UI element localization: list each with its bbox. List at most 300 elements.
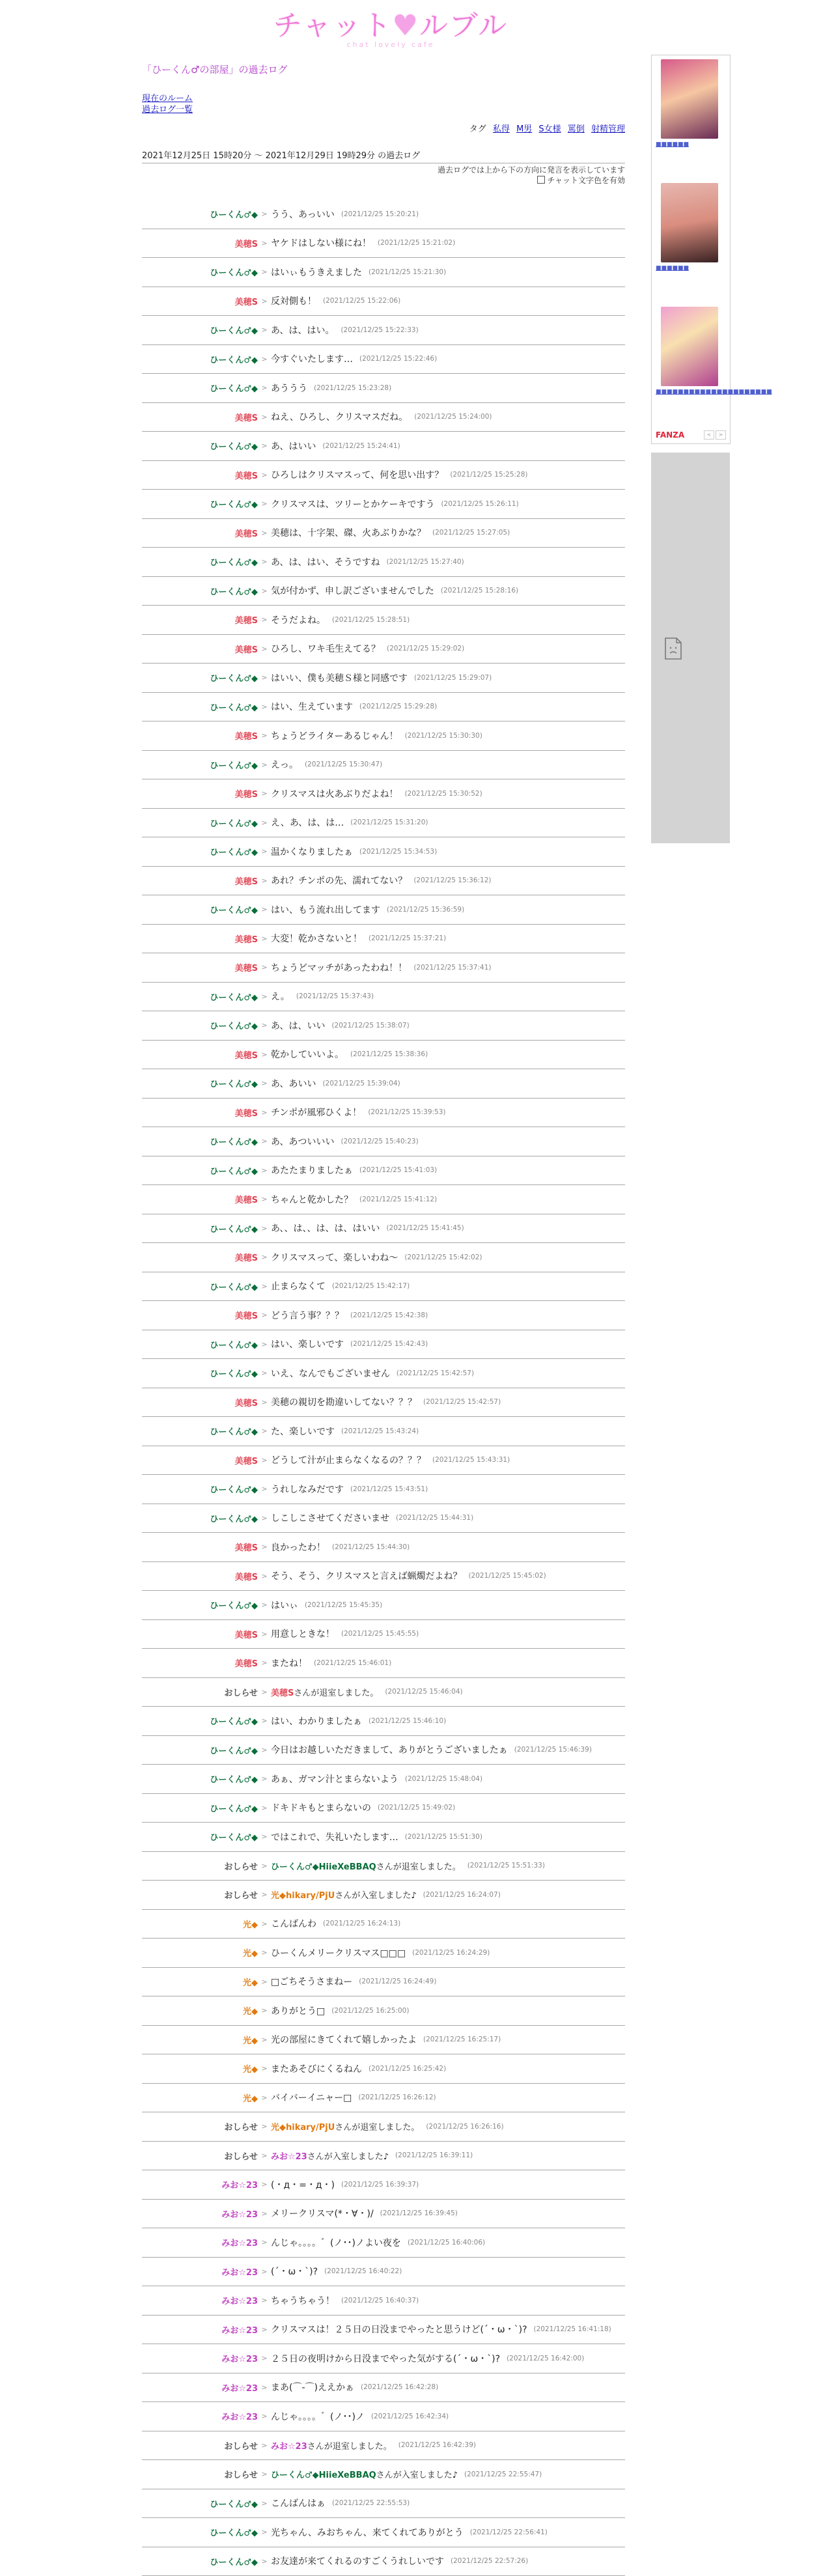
timestamp: (2021/12/25 15:21:02) — [378, 239, 455, 247]
message-body — [271, 2062, 362, 2075]
message-body — [271, 1019, 325, 1032]
chat-message-row — [142, 316, 625, 345]
timestamp: (2021/12/25 22:57:26) — [451, 2557, 528, 2565]
speaker-name: ひーくん♂◆ — [142, 1164, 258, 1177]
message-text: 良かったわ！ — [271, 1543, 326, 1553]
message-text: ひーくんメリークリスマス□□□ — [271, 1948, 406, 1959]
separator: > — [258, 673, 271, 682]
message-text: ありがとう□ — [271, 2006, 325, 2017]
timestamp: (2021/12/25 16:26:16) — [426, 2123, 503, 2131]
separator: > — [258, 268, 271, 276]
chat-message-row — [142, 1127, 625, 1156]
message-body — [271, 932, 362, 945]
speaker-name: ひーくん♂◆ — [142, 1744, 258, 1756]
message-text: はいぃもうきえました — [271, 268, 362, 278]
message-text: お友達が来てくれるのすごくうれしいです — [271, 2556, 444, 2567]
speaker-name: ひーくん♂◆ — [142, 1019, 258, 1031]
chat-message-row — [142, 1649, 625, 1678]
chat-message-row — [142, 2228, 625, 2258]
notice-user: 美穂S — [271, 1688, 294, 1698]
speaker-name: ひーくん♂◆ — [142, 1715, 258, 1727]
chat-message-row — [142, 751, 625, 780]
speaker-name: ひーくん♂◆ — [142, 759, 258, 771]
timestamp: (2021/12/25 16:24:49) — [359, 1978, 436, 1985]
message-body — [271, 1309, 344, 1322]
chat-message-row — [142, 1996, 625, 2026]
message-body — [271, 903, 380, 916]
speaker-name: ひーくん♂◆ — [142, 1425, 258, 1437]
speaker-name: ひーくん♂◆ — [142, 555, 258, 568]
chat-message-row — [142, 2402, 625, 2431]
speaker-name: 美穂S — [142, 1454, 258, 1466]
main-content — [142, 63, 625, 2576]
separator: > — [258, 1630, 271, 1638]
speaker-name: 美穂S — [142, 1657, 258, 1669]
tag-link[interactable]: 射精管理 — [591, 124, 625, 134]
separator: > — [258, 239, 271, 247]
speaker-name: ひーくん♂◆ — [142, 382, 258, 394]
message-body — [271, 787, 398, 800]
notice-user: 光◆hikary/PjU — [271, 2123, 335, 2133]
ad-sidebar — [651, 55, 731, 444]
message-text: □ごちそうさまねー — [271, 1977, 352, 1987]
separator: > — [258, 1804, 271, 1812]
speaker-name: ひーくん♂◆ — [142, 324, 258, 336]
notice-text: さんが入室しました♪ — [307, 2152, 389, 2162]
timestamp: (2021/12/25 15:42:38) — [350, 1311, 428, 1319]
message-body — [271, 440, 316, 453]
chat-message-row — [142, 519, 625, 548]
speaker-name: 美穂S — [142, 1541, 258, 1553]
notice-text: さんが入室しました♪ — [376, 2471, 458, 2480]
message-body — [271, 1453, 426, 1466]
separator: > — [258, 905, 271, 914]
speaker-name: ひーくん♂◆ — [142, 353, 258, 365]
separator: > — [258, 441, 271, 450]
timestamp: (2021/12/25 15:44:31) — [396, 1514, 473, 1522]
speaker-name: 美穂S — [142, 1193, 258, 1205]
message-body — [271, 2236, 401, 2249]
timestamp: (2021/12/25 15:37:21) — [369, 934, 446, 942]
message-body — [271, 1888, 417, 1901]
system-notice-row — [142, 2142, 625, 2171]
timestamp: (2021/12/25 15:43:24) — [341, 1427, 419, 1435]
timestamp: (2021/12/25 16:25:42) — [369, 2065, 446, 2073]
message-body — [271, 1917, 316, 1930]
message-text: どう言う事？？？ — [271, 1311, 344, 1321]
separator: > — [258, 413, 271, 421]
message-body — [271, 2294, 335, 2307]
system-notice-row — [142, 1852, 625, 1881]
message-text: はい、もう流れ出してます — [271, 905, 380, 916]
message-body — [271, 1280, 326, 1293]
message-body — [271, 2410, 365, 2423]
timestamp: (2021/12/25 15:27:40) — [386, 558, 464, 566]
checkbox[interactable] — [537, 176, 545, 184]
message-body — [271, 1193, 353, 1206]
speaker-name: 美穂S — [142, 613, 258, 626]
speaker-name: おしらせ — [142, 2149, 258, 2162]
notice-text: さんが退室しました。 — [376, 1862, 461, 1872]
message-text: クリスマスって、楽しいわね〜 — [271, 1253, 398, 1263]
message-text: え、あ、は、は… — [271, 818, 344, 828]
speaker-name: 光◆ — [142, 1976, 258, 1988]
separator: > — [258, 645, 271, 653]
timestamp: (2021/12/25 15:42:17) — [332, 1282, 410, 1290]
timestamp: (2021/12/25 16:39:45) — [380, 2209, 458, 2217]
message-text: 美穂の親切を勘違いしてない？？？ — [271, 1397, 417, 1408]
message-body — [271, 1860, 461, 1872]
chat-message-row — [142, 1475, 625, 1504]
timestamp: (2021/12/25 15:30:52) — [404, 790, 482, 798]
chat-message-row — [142, 374, 625, 403]
logo-subtitle: chat lovely cafe — [260, 40, 521, 49]
timestamp: (2021/12/25 15:22:46) — [359, 355, 437, 363]
message-text: こんばんはぁ — [271, 2499, 326, 2509]
ad-caption[interactable]: ■■■■■■■■■■■■■■■■■■■■■ — [656, 389, 726, 395]
message-body — [271, 990, 290, 1003]
ad-caption[interactable]: ■■■■■■ — [656, 265, 689, 272]
message-text: ちゃんと乾かした？ — [271, 1195, 353, 1205]
timestamp: (2021/12/25 15:42:57) — [423, 1398, 501, 1406]
timestamp: (2021/12/25 15:25:28) — [450, 471, 527, 479]
message-body — [271, 2439, 392, 2452]
timestamp: (2021/12/25 15:38:07) — [331, 1022, 409, 1029]
timestamp: (2021/12/25 16:42:39) — [398, 2441, 476, 2449]
message-body — [271, 555, 380, 568]
chat-message-row — [142, 1330, 625, 1360]
separator: > — [258, 1398, 271, 1407]
site-logo[interactable] — [260, 9, 521, 55]
message-body — [271, 1483, 344, 1496]
message-body — [271, 1743, 508, 1756]
speaker-name: おしらせ — [142, 2120, 258, 2133]
chat-message-row — [142, 1359, 625, 1388]
ad-thumbnail[interactable] — [661, 307, 718, 386]
timestamp: (2021/12/25 15:28:51) — [332, 616, 410, 624]
message-text: 大変！乾かさないと！ — [271, 934, 362, 944]
chat-message-row — [142, 635, 625, 664]
chat-message-row — [142, 1301, 625, 1330]
chat-message-row — [142, 345, 625, 374]
tag-link[interactable]: 罵倒 — [568, 124, 585, 134]
message-text: いえ、なんでもございません — [271, 1369, 390, 1379]
message-body — [271, 2091, 352, 2104]
message-text: クリスマスは！２５日の日没までやったと思うけど(´・ω・`)? — [271, 2325, 527, 2335]
timestamp: (2021/12/25 16:39:37) — [341, 2181, 419, 2189]
separator: > — [258, 1832, 271, 1841]
message-body — [271, 1946, 406, 1959]
speaker-name: みお☆23 — [142, 2178, 258, 2191]
timestamp: (2021/12/25 15:29:28) — [359, 703, 437, 710]
speaker-name: みお☆23 — [142, 2265, 258, 2278]
notice-user: ひーくん♂◆HiieXeBBAQ — [271, 2471, 376, 2480]
separator: > — [258, 1369, 271, 1377]
speaker-name: 美穂S — [142, 932, 258, 945]
chat-message-row — [142, 1591, 625, 1620]
speaker-name: 美穂S — [142, 1309, 258, 1321]
timestamp: (2021/12/25 16:25:17) — [423, 2036, 501, 2043]
message-body — [271, 1106, 361, 1119]
speaker-name: 美穂S — [142, 527, 258, 539]
ad-thumbnail[interactable] — [661, 183, 718, 262]
message-text: またね！ — [271, 1659, 307, 1669]
message-body — [271, 1367, 390, 1380]
speaker-name: ひーくん♂◆ — [142, 1222, 258, 1235]
message-body — [271, 1337, 344, 1351]
speaker-name: みお☆23 — [142, 2410, 258, 2422]
separator: > — [258, 587, 271, 595]
separator: > — [258, 1311, 271, 1319]
message-text: あ、、は、、は、は、はいい — [271, 1224, 380, 1234]
message-body — [271, 1395, 417, 1408]
message-text: ちょうどライターあるじゃん！ — [271, 731, 398, 742]
message-body — [271, 410, 408, 423]
separator: > — [258, 1716, 271, 1725]
chat-message-row — [142, 1620, 625, 1649]
separator: > — [258, 297, 271, 305]
ad-thumbnail[interactable] — [661, 59, 718, 139]
separator: > — [258, 2499, 271, 2508]
message-body — [271, 266, 362, 279]
message-text: まあ(⌒-⌒)ええかぁ — [271, 2383, 354, 2393]
chat-message-row — [142, 1388, 625, 1418]
chat-message-row — [142, 548, 625, 577]
system-notice-row — [142, 2460, 625, 2489]
chat-message-row — [142, 490, 625, 519]
separator: > — [258, 1427, 271, 1435]
speaker-name: ひーくん♂◆ — [142, 701, 258, 713]
separator: > — [258, 210, 271, 218]
separator: > — [258, 876, 271, 885]
timestamp: (2021/12/25 15:26:11) — [441, 500, 518, 508]
speaker-name: 美穂S — [142, 787, 258, 800]
system-notice-row — [142, 2431, 625, 2461]
separator: > — [258, 1050, 271, 1059]
tag-link[interactable]: M男 — [516, 124, 532, 134]
separator: > — [258, 1948, 271, 1957]
message-body — [271, 2323, 527, 2336]
timestamp: (2021/12/25 15:36:59) — [387, 906, 464, 914]
timestamp: (2021/12/25 15:43:31) — [432, 1456, 510, 1464]
chat-message-row — [142, 1707, 625, 1736]
timestamp: (2021/12/25 15:40:23) — [341, 1138, 418, 1145]
chat-message-row — [142, 1794, 625, 1823]
timestamp: (2021/12/25 15:42:57) — [397, 1369, 474, 1377]
separator: > — [258, 529, 271, 537]
message-text: チンポが風邪ひくよ！ — [271, 1108, 361, 1118]
timestamp: (2021/12/25 16:41:18) — [534, 2325, 611, 2333]
separator: > — [258, 2209, 271, 2218]
message-body — [271, 236, 371, 249]
message-body — [271, 1425, 335, 1438]
timestamp: (2021/12/25 15:51:33) — [467, 1862, 545, 1869]
timestamp: (2021/12/25 15:41:03) — [359, 1166, 437, 1174]
speaker-name: ひーくん♂◆ — [142, 990, 258, 1003]
speaker-name: 美穂S — [142, 729, 258, 742]
speaker-name: おしらせ — [142, 2468, 258, 2480]
speaker-name: 光◆ — [142, 2034, 258, 2046]
color-toggle[interactable] — [142, 175, 625, 186]
message-body — [271, 324, 334, 337]
timestamp: (2021/12/25 15:24:41) — [322, 442, 400, 450]
speaker-name: 美穂S — [142, 643, 258, 655]
speaker-name: みお☆23 — [142, 2207, 258, 2220]
next-button[interactable]: > — [716, 430, 726, 440]
separator: > — [258, 1485, 271, 1493]
chat-message-row — [142, 1272, 625, 1302]
checkbox-label: チャット文字色を有効 — [547, 176, 625, 185]
ad-pager — [704, 430, 726, 440]
tag-list — [142, 122, 625, 134]
timestamp: (2021/12/25 16:40:37) — [341, 2297, 419, 2304]
message-text: あたたまりましたぁ — [271, 1166, 353, 1176]
message-body — [271, 729, 398, 742]
message-body — [271, 2178, 335, 2191]
logo-text: チャット♥ルブル — [260, 9, 521, 43]
message-body — [271, 1511, 389, 1524]
message-body — [271, 613, 326, 626]
notice-user: 光◆hikary/PjU — [271, 1891, 335, 1901]
timestamp: (2021/12/25 15:46:01) — [314, 1659, 391, 1667]
message-text: はい、生えています — [271, 702, 353, 712]
message-body — [271, 1569, 462, 1582]
tag-link[interactable]: S女様 — [538, 124, 561, 134]
chat-message-row — [142, 1156, 625, 1186]
speaker-name: ひーくん♂◆ — [142, 1802, 258, 1814]
message-body — [271, 1686, 378, 1698]
message-text: 温かくなりましたぁ — [271, 847, 353, 858]
timestamp: (2021/12/25 15:22:06) — [323, 297, 400, 305]
message-text: え。 — [271, 992, 290, 1002]
message-body — [271, 1164, 353, 1177]
speaker-name: ひーくん♂◆ — [142, 2555, 258, 2568]
speaker-name: おしらせ — [142, 1888, 258, 1901]
separator: > — [258, 326, 271, 334]
message-text: こんばんわ — [271, 1919, 316, 1929]
log-period: 2021年12月25日 15時20分 ～ 2021年12月29日 19時29分 の過去ログ — [142, 148, 625, 163]
chat-message-row — [142, 1765, 625, 1794]
separator: > — [258, 2441, 271, 2450]
speaker-name: おしらせ — [142, 1860, 258, 1872]
message-text: ひろし、ワキ毛生えてる？ — [271, 644, 380, 654]
timestamp: (2021/12/25 15:24:00) — [414, 413, 492, 421]
fanza-logo[interactable]: FANZA — [656, 430, 684, 440]
timestamp: (2021/12/25 15:31:20) — [350, 819, 428, 826]
message-text: 光ちゃん、みおちゃん、来てくれてありがとう — [271, 2528, 464, 2538]
timestamp: (2021/12/25 16:42:34) — [371, 2413, 449, 2420]
chat-message-row — [142, 1011, 625, 1041]
message-text: ちゃうちゃう！ — [271, 2296, 335, 2306]
message-text: (´・ω・`)? — [271, 2267, 318, 2277]
chat-message-row — [142, 258, 625, 287]
message-text: はい、楽しいです — [271, 1339, 344, 1350]
chat-message-row — [142, 867, 625, 896]
heart-icon: ♥ — [392, 9, 419, 42]
timestamp: (2021/12/25 15:23:28) — [314, 384, 391, 392]
message-body — [271, 2381, 354, 2394]
separator: > — [258, 819, 271, 827]
timestamp: (2021/12/25 22:56:41) — [470, 2528, 548, 2536]
message-text: ヤケドはしない様にね！ — [271, 238, 371, 249]
separator: > — [258, 1890, 271, 1899]
chat-message-row — [142, 837, 625, 867]
timestamp: (2021/12/25 15:44:30) — [332, 1543, 410, 1551]
timestamp: (2021/12/25 15:27:05) — [432, 529, 510, 537]
speaker-name: 光◆ — [142, 1918, 258, 1930]
tag-link[interactable]: 私得 — [493, 124, 510, 134]
speaker-name: 美穂S — [142, 1396, 258, 1408]
separator: > — [258, 1282, 271, 1291]
chat-message-row — [142, 925, 625, 954]
separator: > — [258, 1224, 271, 1233]
message-text: あ、は、はい、そうですね — [271, 557, 380, 568]
chat-message-row — [142, 2258, 625, 2287]
chat-message-row — [142, 1214, 625, 1244]
message-body — [271, 352, 353, 365]
separator: > — [258, 1601, 271, 1609]
message-text: そう、そう、クリスマスと言えば蝋燭だよね？ — [271, 1571, 462, 1582]
separator: > — [258, 1195, 271, 1203]
timestamp: (2021/12/25 15:51:30) — [405, 1833, 482, 1841]
separator: > — [258, 1021, 271, 1029]
timestamp: (2021/12/25 15:45:55) — [341, 1630, 419, 1638]
timestamp: (2021/12/25 15:45:35) — [305, 1601, 382, 1609]
speaker-name: 美穂S — [142, 295, 258, 307]
timestamp: (2021/12/25 15:34:53) — [359, 848, 437, 856]
message-body — [271, 671, 408, 684]
timestamp: (2021/12/25 15:30:47) — [305, 761, 382, 768]
message-text: んじゃ。。。。゛(ノ･･)ノよい夜を — [271, 2238, 401, 2248]
speaker-name: ひーくん♂◆ — [142, 497, 258, 510]
separator: > — [258, 1688, 271, 1696]
chat-message-row — [142, 1504, 625, 1533]
chat-message-row — [142, 2286, 625, 2316]
message-body — [271, 1772, 398, 1785]
timestamp: (2021/12/25 15:37:43) — [296, 992, 374, 1000]
message-text: ひろしはクリスマスって、何を思い出す？ — [271, 470, 443, 481]
timestamp: (2021/12/25 16:24:07) — [423, 1891, 501, 1899]
chat-message-row — [142, 1099, 625, 1128]
speaker-name: ひーくん♂◆ — [142, 671, 258, 684]
message-text: はいい、僕も美穂Ｓ様と同感です — [271, 673, 408, 684]
message-body — [271, 1251, 398, 1264]
message-text: 反対側も！ — [271, 296, 316, 307]
chat-message-row — [142, 693, 625, 722]
separator: > — [258, 789, 271, 798]
prev-button[interactable]: < — [704, 430, 714, 440]
speaker-name: 光◆ — [142, 2062, 258, 2075]
chat-message-row — [142, 1562, 625, 1591]
message-text: あ、あいい — [271, 1079, 316, 1089]
timestamp: (2021/12/25 16:42:00) — [507, 2355, 584, 2362]
log-list-link[interactable]: 過去ログ一覧 — [142, 104, 625, 115]
ad-caption[interactable]: ■■■■■■ — [656, 141, 689, 148]
separator: > — [258, 2557, 271, 2566]
chat-message-row — [142, 1243, 625, 1272]
separator: > — [258, 2036, 271, 2044]
chat-message-row — [142, 2518, 625, 2547]
current-room-link[interactable]: 現在のルーム — [142, 93, 625, 104]
separator: > — [258, 731, 271, 740]
speaker-name: ひーくん♂◆ — [142, 2497, 258, 2510]
chat-message-row — [142, 2344, 625, 2373]
timestamp: (2021/12/25 15:46:04) — [385, 1688, 462, 1696]
timestamp: (2021/12/25 15:28:16) — [441, 587, 518, 595]
speaker-name: ひーくん♂◆ — [142, 2526, 258, 2538]
timestamp: (2021/12/25 16:25:00) — [331, 2007, 409, 2015]
message-body — [271, 1627, 335, 1640]
